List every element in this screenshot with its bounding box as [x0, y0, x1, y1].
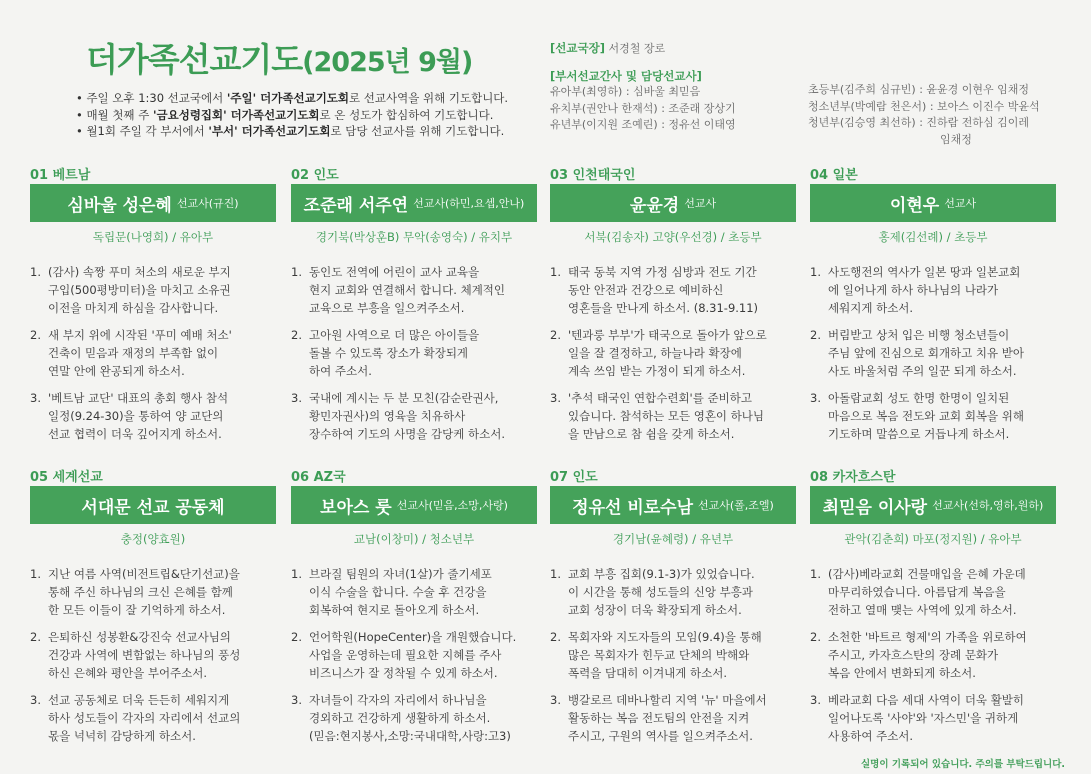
prayer-item — [291, 263, 537, 317]
intro-line: • 주일 오후 1:30 선교국에서 '주일' 더가족선교기도회로 선교사역을 위해 기도합니다. — [76, 91, 509, 105]
prayer-item — [550, 628, 796, 682]
card-number: 03 인천태국인 — [550, 168, 636, 183]
prayer-item-number: 2. — [291, 630, 302, 644]
page-title — [86, 34, 472, 81]
prayer-list — [30, 565, 276, 745]
card-number: 06 AZ국 — [291, 470, 346, 485]
missionary-role: 선교사 — [944, 197, 977, 210]
prayer-item-text: 동인도 전역에 어린이 교사 교육을 현지 교회와 연결해서 합니다. 체계적인 교육으로 부흥을 일으켜주소서. — [309, 265, 506, 315]
prayer-item-number: 3. — [550, 693, 561, 707]
prayer-item — [30, 628, 276, 682]
card-support-line: 충정(양효원) — [120, 532, 186, 546]
prayer-item — [30, 691, 276, 745]
intro-text: 로 선교사역을 위해 기도합니다. — [349, 91, 509, 105]
prayer-item-number: 1. — [291, 265, 302, 279]
card-number: 08 카자흐스탄 — [810, 470, 896, 485]
card-support-line: 경기북(박상훈B) 무악(송영숙) / 유치부 — [315, 230, 513, 244]
card-name-bar — [550, 184, 796, 222]
prayer-item-number: 2. — [30, 630, 41, 644]
prayer-item-number: 3. — [550, 391, 561, 405]
card-support-line: 관악(김춘희) 마포(정지원) / 유아부 — [844, 532, 1022, 546]
prayer-item-text: 선교 공동체로 더욱 든든히 세워지게 하사 성도들이 각자의 자리에서 선교의 몫을 넉넉히 감당하게 하소서. — [48, 693, 241, 743]
prayer-item-number: 1. — [810, 265, 821, 279]
prayer-item — [291, 326, 537, 380]
prayer-item-number: 3. — [30, 693, 41, 707]
prayer-item-text: 언어학원(HopeCenter)을 개원했습니다. 사업을 운영하는데 필요한 지혜를 주사 비즈니스가 잘 정착될 수 있게 하소서. — [309, 630, 517, 680]
prayer-item-text: 브라질 팀원의 자녀(1살)가 줄기세포 이식 수술을 합니다. 수술 후 건강을 회복하여 현지로 돌아오게 하소서. — [309, 567, 492, 617]
prayer-list — [291, 565, 537, 745]
intro-text: 로 담당 선교사를 위해 기도합니다. — [330, 124, 505, 138]
card-number: 01 베트남 — [30, 168, 91, 183]
prayer-list — [810, 565, 1056, 745]
intro-text: 주일 오후 1:30 선교국에서 — [86, 91, 227, 105]
prayer-item-text: 은퇴하신 성봉환&강진숙 선교사님의 건강과 사역에 변함없는 하나님의 풍성 하신 은혜와 평안을 부어주소서. — [48, 630, 241, 680]
missionary-name: 최믿음 이사랑 — [822, 497, 928, 518]
missionary-card — [810, 466, 1056, 754]
prayer-item-text: (감사) 속짱 푸미 처소의 새로운 부지 구입(500평방미터)을 마치고 소유권 이전을 마치게 하심을 감사합니다. — [48, 265, 231, 315]
prayer-item-number: 1. — [550, 567, 561, 581]
department-info-right — [808, 82, 1040, 148]
prayer-item-text: 태국 동북 지역 가정 심방과 전도 기간 동안 안전과 건강으로 예비하신 영혼들을 만나게 하소서. (8.31-9.11) — [568, 265, 759, 315]
prayer-item-text: 고아원 사역으로 더 많은 아이들을 돌볼 수 있도록 장소가 확장되게 하여 주소서. — [309, 328, 480, 378]
missionary-role: 선교사(선하,영하,원하) — [932, 499, 1044, 512]
prayer-item-number: 2. — [291, 328, 302, 342]
card-number: 02 인도 — [291, 168, 339, 183]
missionary-name: 서대문 선교 공동체 — [81, 497, 225, 518]
prayer-item-text: '베트남 교단' 대표의 총회 행사 참석 일정(9.24-30)을 통하여 양 교단의 선교 협력이 더욱 깊어지게 하소서. — [48, 391, 229, 441]
prayer-item — [30, 263, 276, 317]
missionary-role: 선교사(하민,요셉,안나) — [413, 197, 525, 210]
prayer-item-text: '추석 태국인 연합수련회'를 준비하고 있습니다. 참석하는 모든 영혼이 하나님 을 만남으로 참 쉼을 갖게 하소서. — [568, 391, 765, 441]
intro-bold: '부서' 더가족선교기도회 — [208, 124, 331, 138]
missionary-name: 심바울 성은혜 — [67, 195, 172, 216]
card-name-bar — [291, 184, 537, 222]
intro-bold: '주일' 더가족선교기도회 — [226, 91, 350, 105]
prayer-item — [550, 326, 796, 380]
director-name: 서경철 장로 — [608, 42, 666, 55]
prayer-item-text: 뱅갈로르 데바나할리 지역 '뉴' 마을에서 활동하는 복음 전도팀의 안전을 지켜 주시고, 구원의 역사를 일으켜주소서. — [568, 693, 767, 743]
intro-text: 매월 첫째 주 — [86, 107, 153, 122]
prayer-item-text: 지난 여름 사역(비전트립&단기선교)을 통해 주신 하나님의 크신 은혜를 함께 한 모든 이들이 잘 기억하게 하소서. — [48, 567, 240, 617]
missionary-card — [550, 164, 796, 452]
prayer-item-number: 3. — [291, 693, 302, 707]
prayer-item-number: 3. — [810, 693, 821, 707]
missionary-role: 선교사 — [684, 197, 717, 210]
prayer-item — [810, 389, 1056, 443]
staff-row: 임채정 — [940, 132, 972, 146]
director-line — [550, 40, 736, 58]
staff-row: 초등부(김주희 심규빈) : 윤윤경 이현우 임채정 — [808, 83, 1030, 96]
card-name-bar — [810, 184, 1056, 222]
missionary-card — [291, 164, 537, 452]
missionary-card — [550, 466, 796, 754]
prayer-list — [550, 263, 796, 443]
prayer-item — [30, 326, 276, 380]
card-name-bar — [30, 486, 276, 524]
prayer-item — [291, 628, 537, 682]
prayer-item-number: 3. — [291, 391, 302, 405]
prayer-item-text: (감사)베라교회 건물매입을 은혜 가운데 마무리하였습니다. 아름답게 복음을 전하고 열매 맺는 사역에 있게 하소서. — [828, 567, 1026, 617]
card-support-line: 독립문(나영희) / 유아부 — [92, 230, 214, 244]
director-label: [선교국장] — [550, 41, 605, 55]
card-support-line: 서북(김송자) 고양(우선경) / 초등부 — [584, 230, 762, 244]
prayer-item-number: 2. — [810, 328, 821, 342]
card-name-bar — [550, 486, 796, 524]
department-info — [550, 40, 736, 134]
prayer-item — [550, 565, 796, 619]
missionary-card — [291, 466, 537, 754]
prayer-item-text: 버림받고 상처 입은 비행 청소년들이 주님 앞에 진심으로 회개하고 치유 받아 사도 바울처럼 주의 일꾼 되게 하소서. — [828, 328, 1025, 378]
intro-text: 로 온 성도가 합심하여 기도합니다. — [319, 107, 494, 122]
prayer-item-number: 1. — [810, 567, 821, 581]
prayer-item-text: 목회자와 지도자들의 모임(9.4)을 통해 많은 목회자가 힌두교 단체의 박해와 폭력을 담대히 이겨내게 하소서. — [568, 630, 762, 680]
prayer-list — [30, 263, 276, 443]
prayer-item-number: 1. — [30, 567, 41, 581]
prayer-item-text: 교회 부흥 집회(9.1-3)가 있었습니다. 이 시간을 통해 성도들의 신앙 부흥과 교회 성장이 더욱 확장되게 하소서. — [568, 567, 755, 617]
prayer-item-number: 2. — [810, 630, 821, 644]
staff-row: 청소년부(박예람 천은서) : 보아스 이진수 박윤석 — [808, 99, 1040, 113]
staff-row: 유치부(권안나 한재석) : 조준래 장상기 — [550, 101, 736, 115]
card-name-bar — [810, 486, 1056, 524]
card-support-line: 홍제(김선례) / 초등부 — [878, 230, 988, 244]
card-number: 04 일본 — [810, 168, 858, 183]
prayer-item-number: 3. — [810, 391, 821, 405]
card-name-bar — [30, 184, 276, 222]
missionary-role: 선교사(폴,조엘) — [698, 499, 774, 512]
prayer-item — [291, 565, 537, 619]
prayer-item — [291, 691, 537, 745]
title-main: 더가족선교기도 — [86, 40, 303, 79]
missionary-name: 조준래 서주연 — [303, 195, 409, 216]
prayer-item-number: 1. — [291, 567, 302, 581]
prayer-item — [550, 389, 796, 443]
prayer-item — [30, 389, 276, 443]
prayer-item — [810, 628, 1056, 682]
prayer-list — [550, 565, 796, 745]
intro-line: • 매월 첫째 주 '금요성령집회' 더가족선교기도회로 온 성도가 합심하여 기도합니다. — [76, 107, 494, 122]
card-number: 05 세계선교 — [30, 470, 103, 485]
prayer-item — [550, 263, 796, 317]
prayer-item-text: 아돌람교회 성도 한명 한명이 일치된 마음으로 복음 전도와 교회 회복을 위해 기도하며 말씀으로 거듭나게 하소서. — [828, 391, 1025, 441]
prayer-item-text: 베라교회 다음 세대 사역이 더욱 활발히 일어나도록 '사야'와 '자스민'을 귀하게 사용하여 주소서. — [828, 693, 1025, 743]
staff-row: 청년부(김승영 최선하) : 진하람 전하심 김이레 — [808, 116, 1030, 129]
prayer-item-text: '텐과룽 부부'가 태국으로 돌아가 앞으로 일을 잘 결정하고, 하늘나라 확장에 계속 쓰임 받는 가정이 되게 하소서. — [568, 328, 767, 378]
prayer-item — [810, 565, 1056, 619]
prayer-item-text: 소천한 '바트르 형제'의 가족을 위로하여 주시고, 카자흐스탄의 장례 문화가 복음 안에서 변화되게 하소서. — [828, 630, 1027, 680]
missionary-name: 윤윤경 — [629, 195, 680, 216]
prayer-item — [810, 263, 1056, 317]
prayer-item-number: 2. — [30, 328, 41, 342]
prayer-item-text: 새 부지 위에 시작된 '푸미 예배 처소' 건축이 믿음과 재정의 부족함 없이 연말 안에 완공되게 하소서. — [48, 328, 232, 378]
missionary-role: 선교사(규진) — [176, 197, 239, 210]
card-name-bar — [291, 486, 537, 524]
prayer-item-text: 사도행전의 역사가 일본 땅과 일본교회 에 일어나게 하사 하나님의 나라가 세워지게 하소서. — [828, 265, 1021, 315]
prayer-item-number: 2. — [550, 328, 561, 342]
missionary-name: 정유선 비로수남 — [572, 497, 694, 518]
missionary-card — [810, 164, 1056, 452]
prayer-item-number: 3. — [30, 391, 41, 405]
missionary-card — [30, 164, 276, 452]
prayer-item-number: 1. — [30, 265, 41, 279]
staff-row: 유아부(최영하) : 심바울 최믿음 — [550, 85, 701, 98]
intro-line: • 월1회 주일 각 부서에서 '부서' 더가족선교기도회로 담당 선교사를 위해 기도합니다. — [76, 124, 505, 138]
prayer-item — [291, 389, 537, 443]
staff-row: 유년부(이지원 조예린) : 정유선 이태영 — [550, 118, 736, 131]
prayer-item-number: 2. — [550, 630, 561, 644]
missionary-name: 이현우 — [889, 195, 940, 216]
missionary-name: 보아스 룻 — [320, 497, 392, 518]
missionary-card — [30, 466, 276, 754]
intro-text: 월1회 주일 각 부서에서 — [86, 124, 209, 138]
card-support-line: 교남(이창미) / 청소년부 — [353, 532, 475, 546]
prayer-item — [810, 326, 1056, 380]
card-support-line: 경기남(윤혜령) / 유년부 — [612, 532, 734, 546]
prayer-item — [30, 565, 276, 619]
footer-note: 실명이 기록되어 있습니다. 주의를 부탁드립니다. — [861, 759, 1065, 770]
prayer-item-text: 자녀들이 각자의 자리에서 하나님을 경외하고 건강하게 생활하게 하소서. (믿음:현지봉사,소망:국내대학,사랑:고3) — [309, 693, 511, 743]
missionary-role: 선교사(믿음,소망,사랑) — [396, 499, 508, 512]
title-year: (2025년 9월) — [302, 47, 473, 78]
intro-list — [76, 90, 508, 140]
intro-bold: '금요성령집회' 더가족선교기도회 — [152, 107, 320, 122]
prayer-item — [810, 691, 1056, 745]
prayer-list — [810, 263, 1056, 443]
prayer-list — [291, 263, 537, 443]
card-number: 07 인도 — [550, 470, 598, 485]
staff-label: [부서선교간사 및 담당선교사] — [550, 68, 702, 83]
prayer-item-text: 국내에 계시는 두 분 모친(감순란권사, 황민자권사)의 영육을 치유하사 장수하여 기도의 사명을 감당케 하소서. — [309, 391, 506, 441]
prayer-item — [550, 691, 796, 745]
prayer-item-number: 1. — [550, 265, 561, 279]
